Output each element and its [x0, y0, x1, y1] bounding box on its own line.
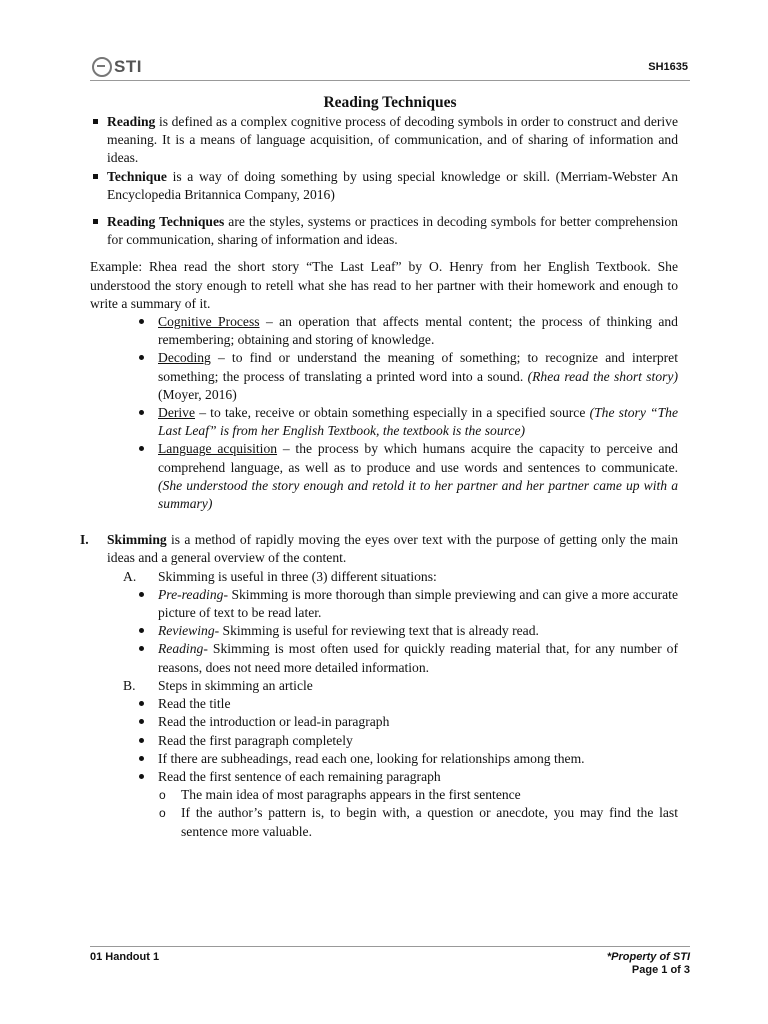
- example-term: Decoding: [158, 350, 211, 366]
- example-definition: – to take, receive or obtain something especially in a specified source: [195, 405, 590, 421]
- definition-text: is defined as a complex cognitive process of decoding symbols in order to construct and derive meaning. It is a means of language acquisition, of communication, and of sharing of information and ideas.: [107, 114, 678, 166]
- example-item-cognitive-process: [90, 313, 678, 349]
- subsection-b: [90, 677, 678, 695]
- sti-logo-icon: [92, 57, 112, 77]
- sub-step-item: o If the author’s pattern is, to begin with, a question or anecdote, you may find the last sentence more valuable.: [90, 804, 678, 840]
- example-item-derive: [90, 404, 678, 440]
- situation-text: - Skimming is useful for reviewing text that is already read.: [214, 623, 539, 639]
- definition-text: is a way of doing something by using special knowledge or skill. (Merriam-Webster An Encyclopedia Britannica Company, 2016): [107, 168, 678, 202]
- step-item: Read the first paragraph completely: [90, 732, 678, 750]
- definition-technique: [90, 168, 678, 204]
- definition-term: Reading Techniques: [107, 214, 225, 230]
- example-note: (Rhea read the short story): [527, 368, 678, 384]
- example-citation: (Moyer, 2016): [158, 386, 237, 402]
- situation-text: - Skimming is most often used for quickly reading material that, for any number of reasons, does not need more detailed information.: [158, 641, 678, 675]
- example-item-decoding: [90, 349, 678, 404]
- sub-step-item: o The main idea of most paragraphs appears in the first sentence: [90, 786, 678, 804]
- subsection-a: [90, 568, 678, 586]
- section-numeral: I.: [80, 532, 89, 548]
- header-divider: [90, 80, 690, 81]
- situation-reading: [90, 640, 678, 676]
- page-number: Page 1 of 3: [631, 964, 690, 976]
- example-definition: – an operation that affects mental content; the process of thinking and remembering; obtaining and storing of knowledge.: [158, 314, 678, 348]
- situation-term: Pre-reading: [158, 586, 224, 602]
- example-note: (The story “The Last Leaf” is from her English Textbook, the textbook is the source): [158, 405, 678, 439]
- subsection-text: Steps in skimming an article: [158, 677, 313, 693]
- page-header: [90, 54, 690, 82]
- page-title: Reading Techniques: [323, 94, 457, 111]
- sti-logo: [92, 56, 142, 78]
- footer-divider: [90, 946, 690, 947]
- section-skimming: [80, 531, 678, 567]
- situation-term: Reviewing: [158, 623, 215, 639]
- definition-text: are the styles, systems or practices in decoding symbols for better comprehension for communication, sharing of information and ideas.: [107, 214, 678, 248]
- example-term: Language acquisition: [158, 441, 278, 457]
- subsection-label: B.: [123, 677, 136, 693]
- subsection-text: Skimming is useful in three (3) different situations:: [158, 568, 437, 584]
- definition-term: Technique: [107, 168, 167, 184]
- definition-term: Reading: [107, 114, 156, 129]
- property-notice: *Property of STI: [606, 951, 690, 963]
- subsection-label: A.: [123, 568, 137, 584]
- example-term: Cognitive Process: [158, 314, 260, 330]
- step-item: Read the introduction or lead-in paragraph: [90, 713, 678, 731]
- example-term: Derive: [158, 405, 195, 421]
- handout-label: 01 Handout 1: [90, 951, 160, 963]
- document-code: SH1635: [648, 61, 688, 73]
- step-item: Read the title: [90, 695, 678, 713]
- section-term: Skimming: [107, 532, 167, 548]
- example-definition: – to find or understand the meaning of something; to recognize and interpret something; the process of translating a printed word into a sound.: [158, 350, 678, 384]
- logo-text: STI: [114, 57, 142, 76]
- situation-pre-reading: [90, 586, 678, 622]
- example-note: (She understood the story enough and retold it to her partner and her partner came up with a summary): [158, 477, 678, 512]
- document-body: [80, 113, 678, 841]
- example-item-language-acquisition: [90, 440, 678, 513]
- definition-reading: [90, 113, 678, 168]
- page-footer-right: [607, 951, 690, 977]
- step-item: If there are subheadings, read each one, looking for relationships among them.: [90, 750, 678, 768]
- situation-reviewing: [90, 622, 678, 640]
- section-text: is a method of rapidly moving the eyes over text with the purpose of getting only the main ideas and a general overview of the content.: [107, 532, 678, 566]
- situation-text: - Skimming is more thorough than simple previewing and can give a more accurate picture of text to be read later.: [158, 586, 678, 621]
- example-paragraph: Example: Rhea read the short story “The Last Leaf” by O. Henry from her English Textbook. She understood the story enough to retell what she has read to her partner with their homework and enough to write a summary of it.: [90, 259, 678, 311]
- situation-term: Reading: [158, 641, 204, 657]
- definition-reading-techniques: [90, 213, 678, 249]
- example-definition: – the process by which humans acquire the capacity to perceive and comprehend language, as well as to produce and use words and sentences to communicate.: [158, 441, 678, 475]
- step-item: Read the first sentence of each remaining paragraph: [90, 768, 678, 786]
